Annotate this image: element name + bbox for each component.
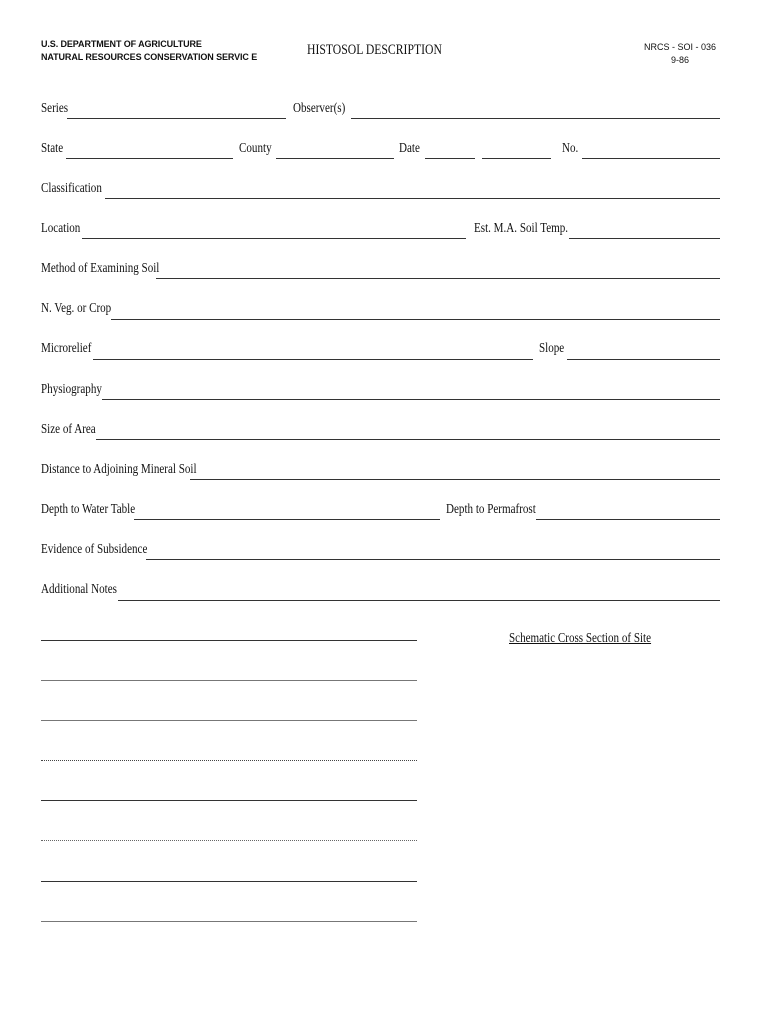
no-label: No. <box>562 140 579 155</box>
county-field[interactable] <box>276 158 394 159</box>
notes-line-3[interactable] <box>41 720 417 721</box>
notes-line-7[interactable] <box>41 881 417 882</box>
county-label: County <box>239 140 272 155</box>
method-label: Method of Examining Soil <box>41 260 160 275</box>
distance-field[interactable] <box>190 479 720 480</box>
size-label: Size of Area <box>41 421 96 436</box>
permafrost-field[interactable] <box>536 519 720 520</box>
agency-line-1: U.S. DEPARTMENT OF AGRICULTURE <box>41 39 202 49</box>
soil-temp-label: Est. M.A. Soil Temp. <box>474 220 569 235</box>
classification-field[interactable] <box>105 198 720 199</box>
schematic-label: Schematic Cross Section of Site <box>509 630 652 645</box>
notes-line-1[interactable] <box>41 640 417 641</box>
form-date: 9-86 <box>670 55 689 65</box>
notes-field[interactable] <box>118 600 720 601</box>
notes-line-5[interactable] <box>41 800 417 801</box>
classification-label: Classification <box>41 180 102 195</box>
slope-field[interactable] <box>567 359 720 360</box>
agency-line-2: NATURAL RESOURCES CONSERVATION SERVIC E <box>41 52 258 62</box>
form-number: NRCS - SOI - 036 <box>643 42 717 52</box>
veg-field[interactable] <box>111 319 720 320</box>
water-table-label: Depth to Water Table <box>41 501 136 516</box>
subsidence-field[interactable] <box>146 559 720 560</box>
slope-label: Slope <box>539 340 565 355</box>
size-field[interactable] <box>96 439 720 440</box>
notes-line-2[interactable] <box>41 680 417 681</box>
observers-field[interactable] <box>351 118 720 119</box>
physiography-label: Physiography <box>41 381 102 396</box>
series-label: Series <box>41 100 69 115</box>
microrelief-field[interactable] <box>93 359 533 360</box>
observers-label: Observer(s) <box>293 100 346 115</box>
schematic-area[interactable] <box>430 652 720 952</box>
notes-line-8[interactable] <box>41 921 417 922</box>
date-field-2[interactable] <box>482 158 551 159</box>
form-title: HISTOSOL DESCRIPTION <box>307 42 442 58</box>
distance-label: Distance to Adjoining Mineral Soil <box>41 461 197 476</box>
location-field[interactable] <box>82 238 466 239</box>
microrelief-label: Microrelief <box>41 340 92 355</box>
subsidence-label: Evidence of Subsidence <box>41 541 148 556</box>
physiography-field[interactable] <box>102 399 720 400</box>
permafrost-label: Depth to Permafrost <box>446 501 536 516</box>
no-field[interactable] <box>582 158 720 159</box>
water-table-field[interactable] <box>134 519 440 520</box>
notes-line-6[interactable] <box>41 840 417 841</box>
notes-line-4[interactable] <box>41 760 417 761</box>
veg-label: N. Veg. or Crop <box>41 300 112 315</box>
location-label: Location <box>41 220 81 235</box>
state-field[interactable] <box>66 158 233 159</box>
soil-temp-field[interactable] <box>569 238 720 239</box>
date-label: Date <box>399 140 420 155</box>
series-field[interactable] <box>67 118 286 119</box>
method-field[interactable] <box>156 278 720 279</box>
notes-label: Additional Notes <box>41 581 117 596</box>
date-field[interactable] <box>425 158 475 159</box>
state-label: State <box>41 140 64 155</box>
